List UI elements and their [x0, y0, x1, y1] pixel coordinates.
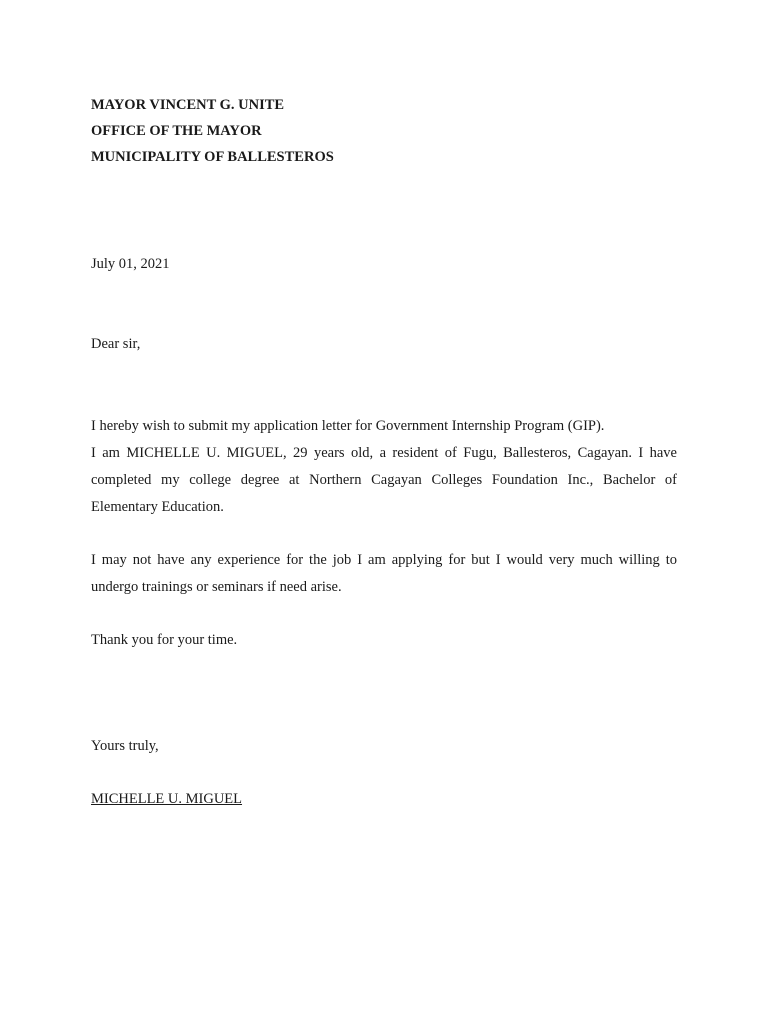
- paragraph-spacer: [91, 521, 677, 547]
- body-paragraph-2: I am MICHELLE U. MIGUEL, 29 years old, a resident of Fugu, Ballesteros, Cagayan. I have completed my college degree at Northern Cagayan Colleges Foundation Inc., Bachelor of Elementary Education.: [91, 445, 677, 515]
- body-paragraph-1: I hereby wish to submit my application letter for Government Internship Program (GIP).: [91, 418, 605, 434]
- addressee-municipality: MUNICIPALITY OF BALLESTEROS: [91, 149, 334, 165]
- letter-date: July 01, 2021: [91, 256, 170, 272]
- body-paragraph-3: I may not have any experience for the job I am applying for but I would very much willing to undergo trainings or seminars if need arise.: [91, 552, 677, 595]
- body-paragraph-4: Thank you for your time.: [91, 632, 238, 648]
- paragraph-spacer: [91, 601, 677, 627]
- addressee-block: [91, 92, 677, 170]
- signature-name: MICHELLE U. MIGUEL: [91, 791, 243, 807]
- letter-body: [91, 413, 677, 654]
- closing: Yours truly,: [91, 738, 159, 754]
- addressee-name: MAYOR VINCENT G. UNITE: [91, 97, 285, 113]
- salutation: Dear sir,: [91, 336, 141, 352]
- addressee-office: OFFICE OF THE MAYOR: [91, 123, 262, 139]
